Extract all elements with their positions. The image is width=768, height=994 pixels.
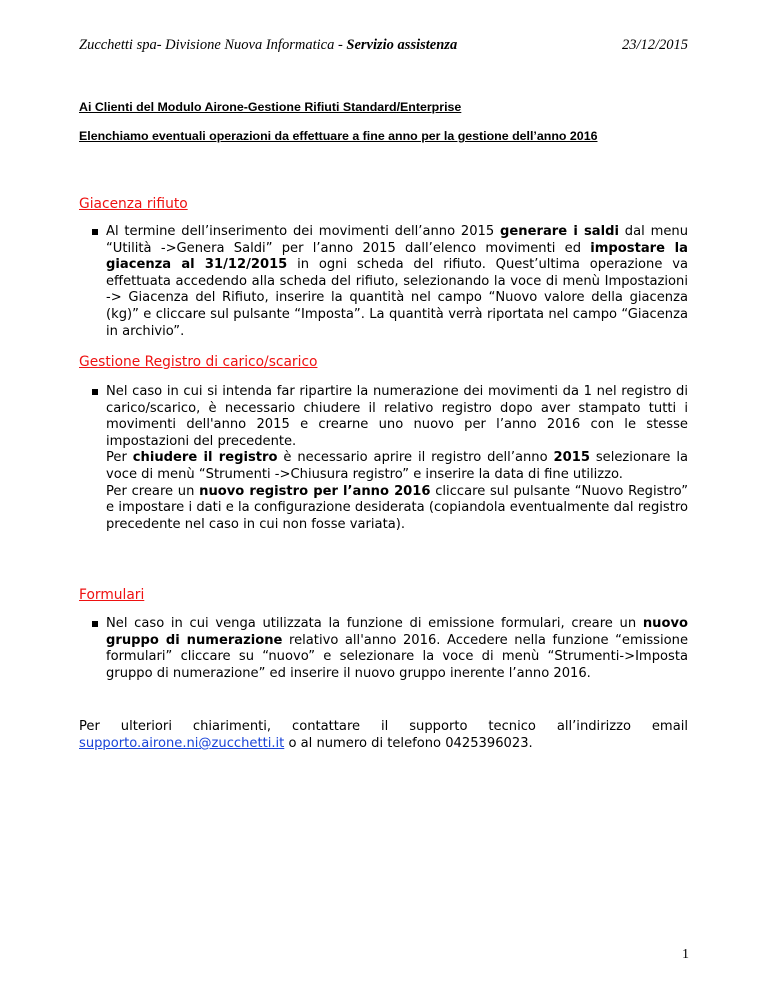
section-title-registro: Gestione Registro di carico/scarico: [79, 354, 318, 370]
section-title-formulari: Formulari: [79, 587, 145, 603]
bullet-square-icon: [92, 621, 98, 627]
closing-contact: Per ulteriori chiarimenti, contattare il supporto tecnico all’indirizzo email supporto.airone.ni@zucchetti.it o al numero di telefono 0425396023.: [79, 719, 688, 751]
page-header: [79, 37, 688, 54]
registro-para-1: Nel caso in cui si intenda far ripartire la numerazione dei movimenti da 1 nel registro di carico/scarico, è necessario chiudere il relativo registro dopo aver stampato tutti i movimenti dell'anno 2015 e crearne uno nuovo per l’anno 2016 con le stesse impostazioni del precedente.: [106, 384, 688, 449]
header-company: Zucchetti spa- Divisione Nuova Informatica - Servizio assistenza: [79, 37, 458, 53]
registro-para-2: Per chiudere il registro è necessario aprire il registro dell’anno 2015 selezionare la voce di menù “Strumenti ->Chiusura registro” e inserire la data di fine utilizzo.: [106, 450, 688, 482]
bullet-text: Nel caso in cui venga utilizzata la funzione di emissione formulari, creare un nuovo gruppo di numerazione relativo all'anno 2016. Accedere nella funzione “emissione formulari” cliccare su “nuovo” e selezionare la voce di menù “Strumenti->Imposta gruppo di numerazione” ed inserire il nuovo gruppo inerente l’anno 2016.: [106, 616, 689, 681]
bullet-text: [106, 384, 688, 533]
bullet-square-icon: [92, 389, 98, 395]
bullet-text: Al termine dell’inserimento dei movimenti dell’anno 2015 generare i saldi dal menu “Utilità ->Genera Saldi” per l’anno 2015 dall’elenco movimenti ed impostare la giacenza al 31/12/2015 in ogni scheda del rifiuto. Quest’ultima operazione va effettuata accedendo alla scheda del rifiuto, selezionando la voce di menù Impostazioni -> Giacenza del Rifiuto, inserire la quantità nel campo “Nuovo valore della giacenza (kg)” e cliccare sul pulsante “Imposta”. La quantità verrà riportata nel campo “Giacenza in archivio”.: [106, 224, 688, 339]
intro-recipients: Ai Clienti del Modulo Airone-Gestione Rifiuti Standard/Enterprise: [79, 100, 462, 114]
bullet-square-icon: [92, 229, 98, 235]
intro-description: Elenchiamo eventuali operazioni da effettuare a fine anno per la gestione dell’anno 2016: [79, 129, 598, 143]
support-email-link[interactable]: supporto.airone.ni@zucchetti.it: [79, 736, 285, 751]
page-number: 1: [682, 947, 689, 962]
header-date: 23/12/2015: [621, 37, 688, 53]
bullet-giacenza: [92, 224, 688, 340]
header-service: Servizio assistenza: [346, 37, 458, 53]
bullet-registro: [92, 384, 688, 533]
section-title-giacenza: Giacenza rifiuto: [79, 196, 188, 212]
registro-para-3: Per creare un nuovo registro per l’anno 2016 cliccare sul pulsante “Nuovo Registro” e impostare i dati e la configurazione desiderata (copiandola eventualmente dal registro precedente nel caso in cui non fosse variata).: [106, 483, 688, 532]
bullet-formulari: [92, 616, 688, 682]
